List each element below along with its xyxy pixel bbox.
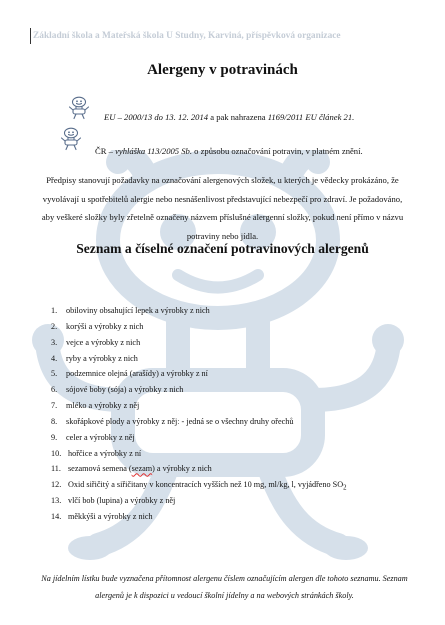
list-item: 13. vlčí bob (lupina) a výrobky z něj [51,496,176,506]
list-item: 2. korýši a výrobky z nich [51,321,144,331]
list-item: 9. celer a výrobky z něj [51,432,135,442]
list-item: 7. mléko a výrobky z něj [51,401,140,411]
school-header: Základní škola a Mateřská škola U Studny, Karviná, příspěvková organizace [30,28,341,44]
list-item: 5. podzemnice olejná (arašídy) a výrobky z ní [51,369,208,379]
list-item: 11. sezamová semena (sezam) a výrobky z nich [51,464,212,474]
list-item: 12. Oxid siřičitý a siřičitany v koncentracích vyšších než 10 mg, ml/kg, l, vyjádřeno $SO_2$ [51,480,347,492]
child-mascot-icon [60,127,82,151]
intro-paragraph: Předpisy stanovují požadavky na označování alergenových složek, u kterých je vědecky prokázáno, že vyvolávají u spotřebitelů alergie nebo nesnášenlivost představující nebezpečí pro zdraví. Je požadováno, aby veškeré složky byly zřetelně označeny názvem příslušné alergenní složky, pokud není přímo v názvu potraviny nebo jídla. [41,175,404,241]
list-item: 3. vejce a výrobky z nich [51,337,141,347]
list-item: 8. skořápkové plody a výrobky z nějː - jedná se o všechny druhy ořechů [51,416,294,426]
list-item: 14. měkkýši a výrobky z nich [51,511,153,521]
page-title: Alergeny v potravinách [147,62,298,78]
spellcheck-underline: sezam [131,464,153,474]
footer-note: Na jídelním lístku bude vyznačena přítomnost alergenu číslem označujícím alergen dle tohoto seznamu. Seznam alergenů je k dispozici u vedoucí školní jídelny a na webových stránkách školy. [41,574,408,600]
list-item: 10. hořčice a výrobky z ní [51,448,142,458]
reference-cr: ČR – vyhláška 113/2005 Sb. o způsobu označování potravin, v platném znění. [95,146,363,156]
allergen-list [51,303,347,525]
list-item: 6. sójové boby (sója) a výrobky z nich [51,385,184,395]
reference-eu: EU – 2000/13 do 13. 12. 2014 a pak nahrazena 1169/2011 EU článek 21. [104,112,355,122]
list-item: 1. obiloviny obsahující lepek a výrobky z nich [51,306,210,315]
list-item: 4. ryby a výrobky z nich [51,353,138,363]
child-mascot-icon [68,96,90,120]
allergen-list-title: Seznam a číselné označení potravinových alergenů [76,241,369,256]
